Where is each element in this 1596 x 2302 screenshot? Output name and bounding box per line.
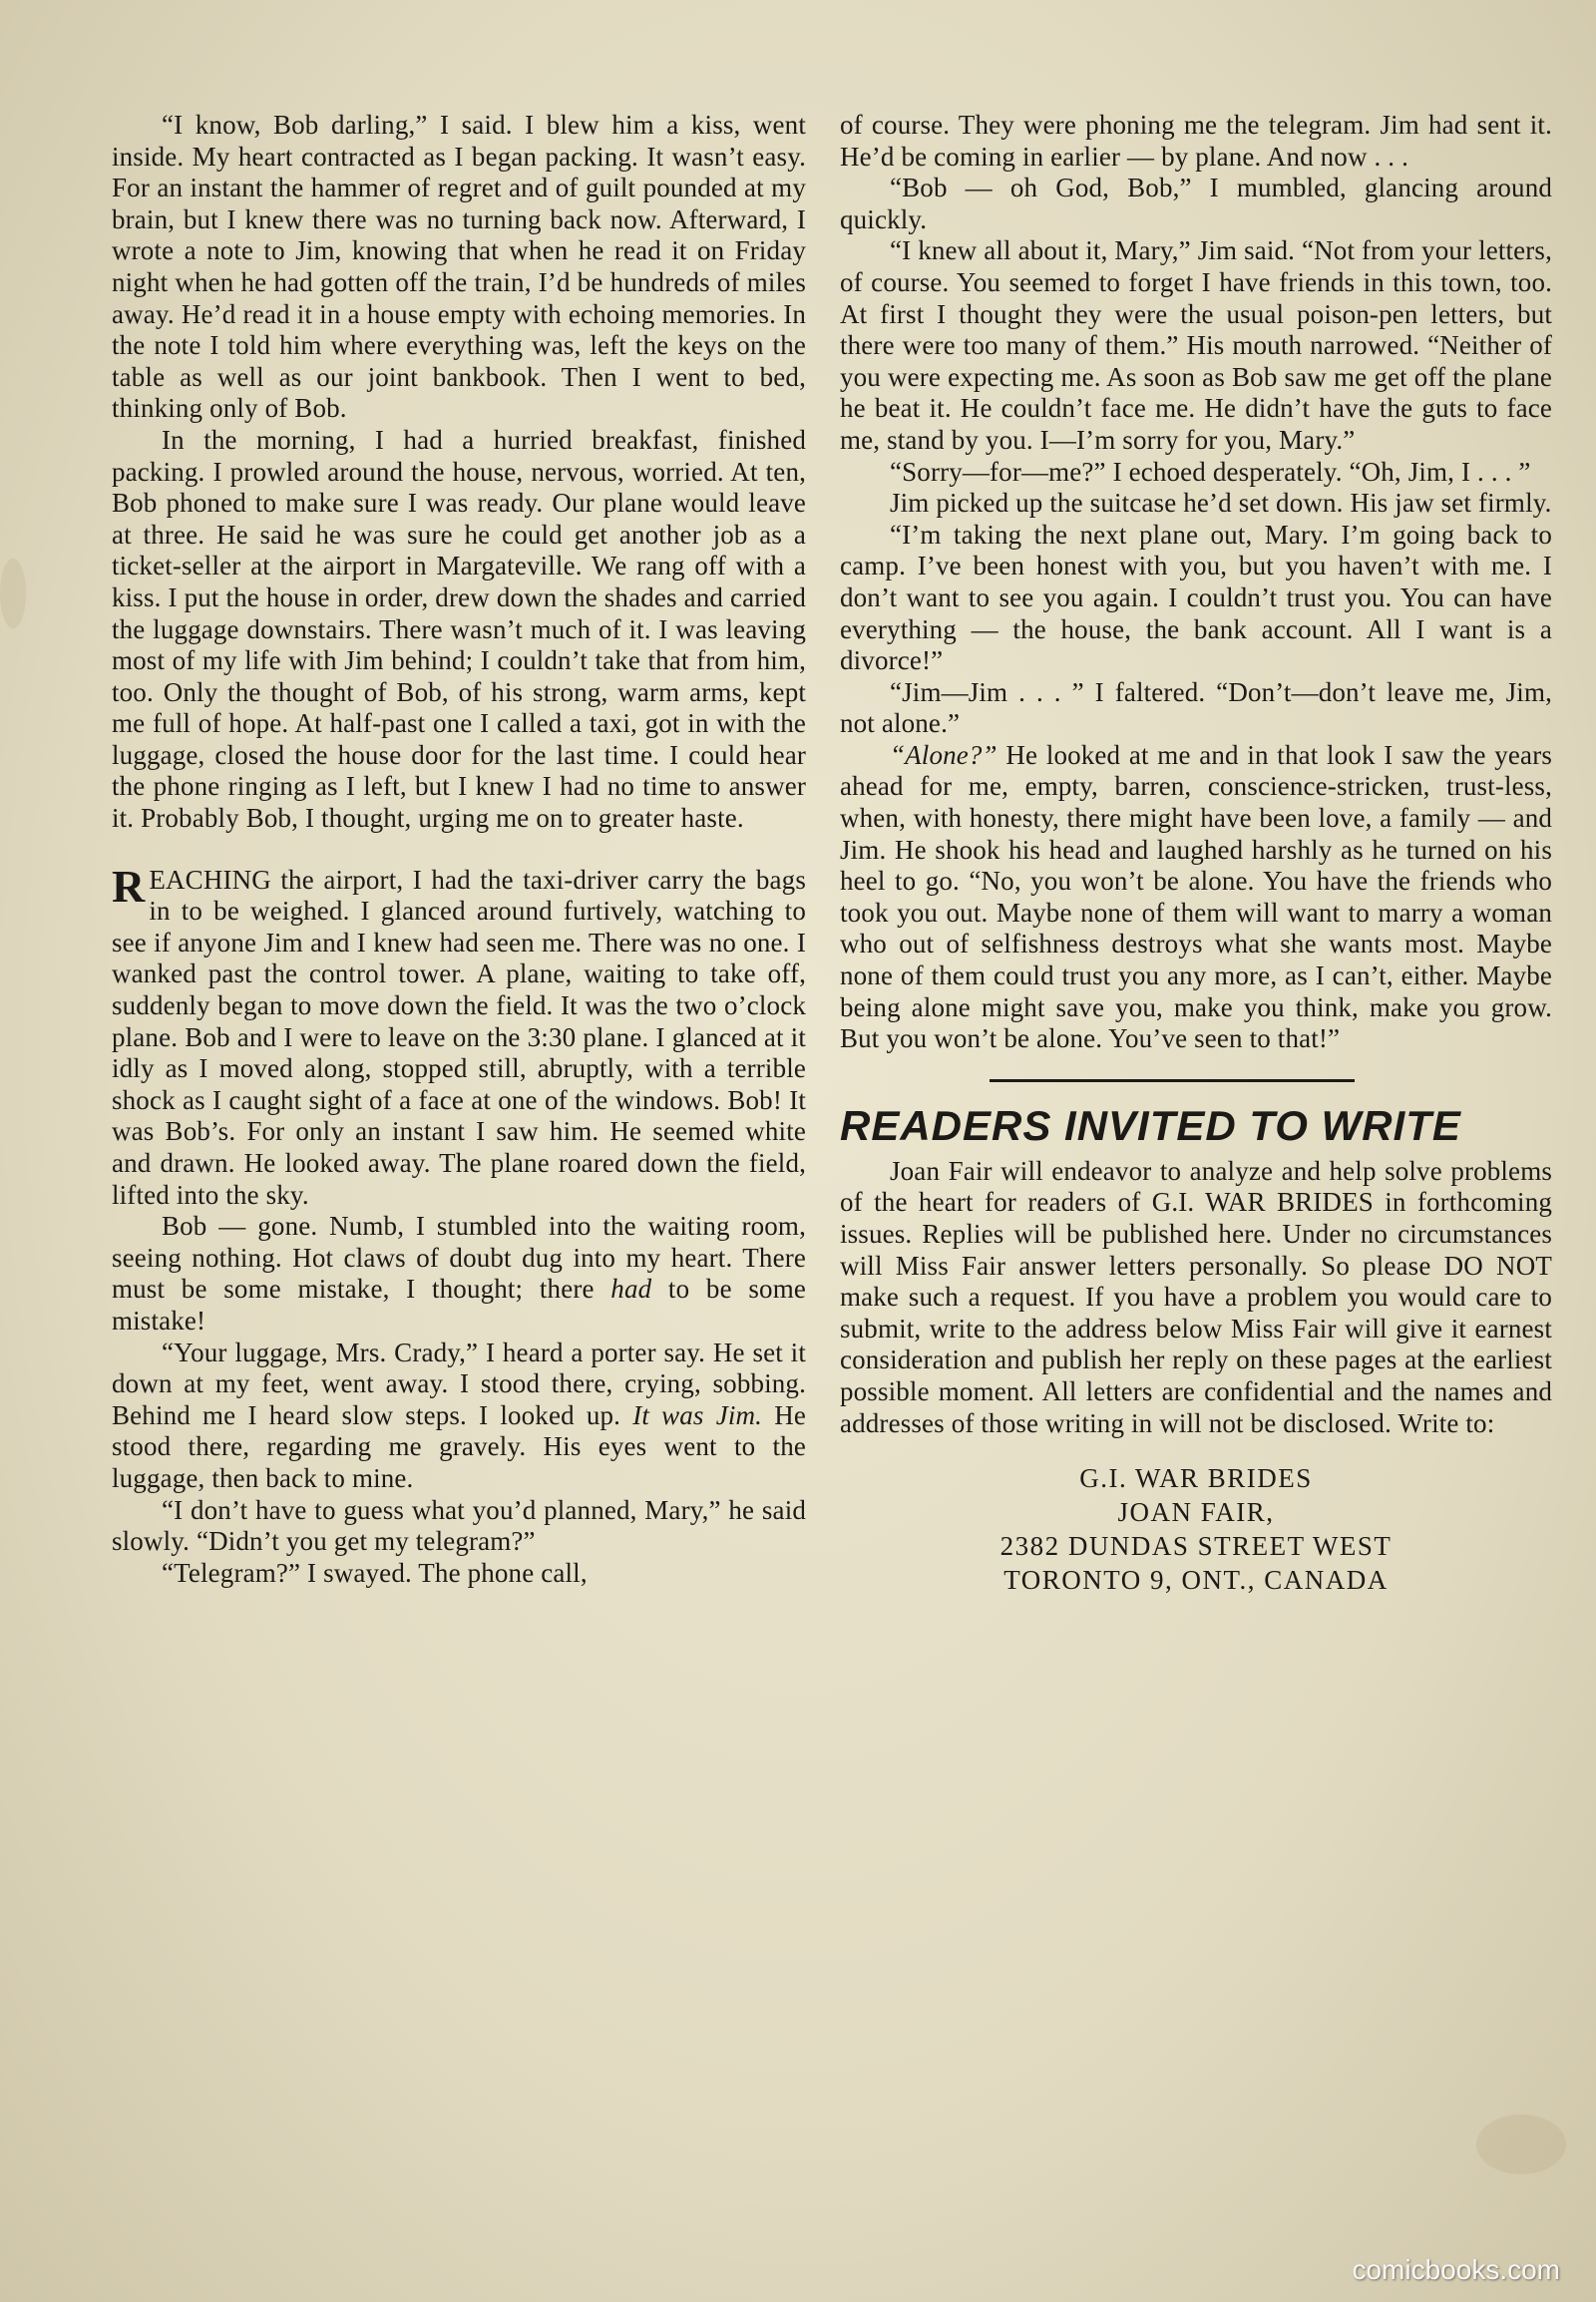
story-text: He looked at me and in that look I saw the years ahead for me, empty, barren, conscience-stricken, trust-less, when, with honesty, there might have been love, a family — and Jim. He shook his head and laughed harshly as he turned on his heel to go. “No, you won’t be alone. You have the friends who took you out. Maybe none of them will want to marry a woman who out of selfishness destroys what she wants most. Maybe none of them could trust you any more, as I can’t, either. Maybe being alone might save you, make you think, make you grow. But you won’t be alone. You’ve seen to that!” <box>840 739 1552 1054</box>
story-paragraph <box>112 1338 806 1495</box>
story-paragraph: “I’m taking the next plane out, Mary. I’m going back to camp. I’ve been honest with you, but you haven’t with me. I don’t want to see you again. I couldn’t trust you. You can have everything — the house, the bank account. All I want is a divorce!” <box>840 519 1552 676</box>
story-paragraph: “Jim—Jim . . . ” I faltered. “Don’t—don’t leave me, Jim, not alone.” <box>840 676 1552 739</box>
story-paragraph: “Telegram?” I swayed. The phone call, <box>162 1557 588 1588</box>
readers-invited-box <box>840 1100 1552 1597</box>
readers-heading: READERS INVITED TO WRITE <box>840 1101 1461 1149</box>
story-text: “Your luggage, Mrs. Crady,” I heard a porter say. He set it down at my feet, went away. I stood there, crying, sobbing. Behind me I heard slow steps. I looked up. <box>112 1337 806 1430</box>
story-paragraph <box>112 1211 806 1337</box>
story-text: the airport, I had the taxi-driver carry the bags in to be weighed. I glanced around furtively, watching to see if anyone Jim and I knew had seen me. There was no one. I wanked past the control tower. A plane, waiting to take off, suddenly began to move down the field. It was the two o’clock plane. Bob and I were to leave on the 3:30 plane. I glanced at it idly as I moved along, stopped still, abruptly, with a terrible shock as I caught sight of a face at one of the windows. Bob! It was Bob’s. For only an instant I saw him. He seemed white and drawn. He looked away. The plane roared down the field, lifted into the sky. <box>112 864 806 1210</box>
story-text: to be some mistake! <box>112 1274 806 1336</box>
address-line: JOAN FAIR, <box>1117 1497 1275 1528</box>
page-stain <box>1476 2114 1566 2174</box>
story-paragraph: “Bob — oh God, Bob,” I mumbled, glancing around quickly. <box>840 173 1552 234</box>
story-paragraph: “Sorry—for—me?” I echoed desperately. “Oh, Jim, I . . . ” <box>890 456 1531 487</box>
address-line: TORONTO 9, ONT., CANADA <box>1003 1565 1389 1596</box>
address-line: 2382 DUNDAS STREET WEST <box>999 1531 1393 1562</box>
emphasis-text: It was Jim. <box>632 1399 763 1430</box>
readers-body: Joan Fair will endeavor to analyze and help solve problems of the heart for readers of G.I. WAR BRIDES in forthcoming issues. Replies will be published here. Under no circumstances will Miss Fair answer letters personally. So please DO NOT make such a request. If you have a problem you would care to submit, write to the address below Miss Fair will give it earnest consideration and publish her reply on these pages at the earliest possible moment. All letters are confidential and the names and addresses of those writing in will not be disclosed. Write to: <box>840 1155 1552 1438</box>
story-paragraph <box>840 740 1552 1055</box>
page-stain <box>0 559 26 628</box>
story-paragraph: “I knew all about it, Mary,” Jim said. “Not from your letters, of course. You seemed to forget I have friends in this town, too. At first I thought they were the usual poison-pen letters, but there were too many of them.” His mouth narrowed. “Neither of you were expecting me. As soon as Bob saw me get off the plane he beat it. He couldn’t face me. He didn’t have the guts to face me, stand by you. I—I’m sorry for you, Mary.” <box>840 235 1552 455</box>
story-text: He stood there, regarding me gravely. His eyes went to the luggage, then back to mine. <box>112 1399 806 1493</box>
emphasis-text: “Alone?” <box>890 739 998 770</box>
story-paragraph: Jim picked up the suitcase he’d set down. His jaw set firmly. <box>890 488 1552 519</box>
story-paragraph: of course. They were phoning me the telegram. Jim had sent it. He’d be coming in earlier — by plane. And now . . . <box>840 110 1552 172</box>
section-opening-paragraph <box>112 860 806 1212</box>
story-text: Bob — gone. Numb, I stumbled into the waiting room, seeing nothing. Hot claws of doubt dug into my heart. There must be some mistake, I thought; there <box>112 1211 806 1305</box>
address-line: G.I. WAR BRIDES <box>1079 1463 1313 1494</box>
story-paragraph: “I know, Bob darling,” I said. I blew him a kiss, went inside. My heart contracted as I began packing. It wasn’t easy. For an instant the hammer of regret and of guilt pounded at my brain, but I knew there was no turning back now. Afterward, I wrote a note to Jim, knowing that when he read it on Friday night when he had gotten off the train, I’d be hundreds of miles away. He’d read it in a house empty with echoing memories. In the note I told him where everything was, left the keys on the table as well as our joint bankbook. Then I went to bed, thinking only of Bob. <box>112 110 806 424</box>
emphasis-text: had <box>610 1274 652 1305</box>
small-caps-lead: EACHING <box>149 864 271 895</box>
story-column-right <box>840 110 1552 1597</box>
story-paragraph: “I don’t have to guess what you’d planned, Mary,” he said slowly. “Didn’t you get my telegram?” <box>112 1494 806 1557</box>
story-column-left <box>112 110 806 1589</box>
drop-cap: R <box>112 860 146 912</box>
section-divider <box>990 1079 1355 1082</box>
mailing-address <box>840 1461 1552 1597</box>
site-watermark: comicbooks.com <box>1352 2254 1560 2285</box>
story-paragraph: In the morning, I had a hurried breakfast, finished packing. I prowled around the house, nervous, worried. At ten, Bob phoned to make sure I was ready. Our plane would leave at three. He said he was sure he could get another job as a ticket-seller at the airport in Margateville. We rang off with a kiss. I put the house in order, drew down the shades and carried the luggage downstairs. There wasn’t much of it. I was leaving most of my life with Jim behind; I couldn’t take that from him, too. Only the thought of Bob, of his strong, warm arms, kept me full of hope. At half-past one I called a taxi, got in with the luggage, closed the house door for the last time. I could hear the phone ringing as I left, but I knew I had no time to answer it. Probably Bob, I thought, urging me on to greater haste. <box>112 424 806 834</box>
